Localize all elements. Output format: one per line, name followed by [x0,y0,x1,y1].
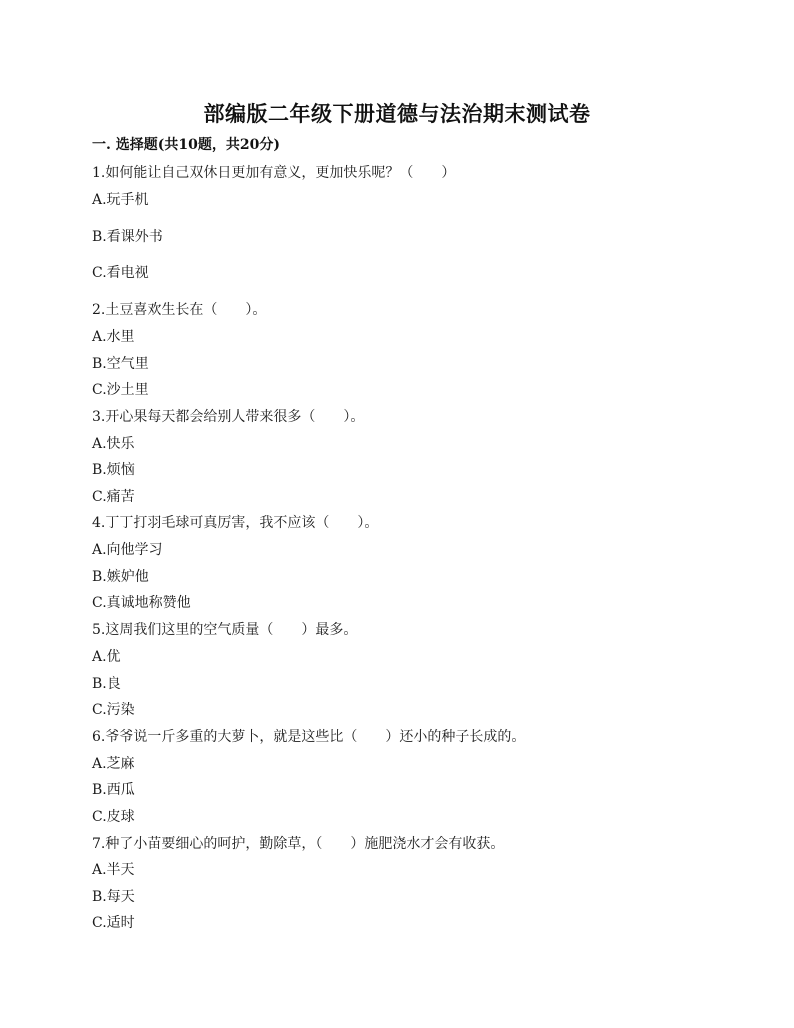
question-3: 3.开心果每天都会给别人带来很多（ ）。 [92,409,365,425]
section-heading: 一. 选择题(共10题，共20分) [92,137,280,153]
option-5c: C.污染 [92,702,135,718]
option-6b: B.西瓜 [92,782,135,798]
option-6a: A.芝麻 [92,756,135,772]
option-1c: C.看电视 [92,265,149,281]
option-4b: B.嫉妒他 [92,569,149,585]
option-4c: C.真诚地称赞他 [92,595,191,611]
question-5: 5.这周我们这里的空气质量（ ）最多。 [92,622,358,638]
question-1: 1.如何能让自己双休日更加有意义，更加快乐呢？（ ） [92,165,456,181]
option-5a: A.优 [92,649,121,665]
question-4: 4.丁丁打羽毛球可真厉害，我不应该（ ）。 [92,515,379,531]
option-2a: A.水里 [92,329,135,345]
option-3b: B.烦恼 [92,462,135,478]
option-5b: B.良 [92,676,121,692]
option-2c: C.沙土里 [92,382,149,398]
option-2b: B.空气里 [92,356,149,372]
option-6c: C.皮球 [92,809,135,825]
exam-title: 部编版二年级下册道德与法治期末测试卷 [203,101,591,126]
question-6: 6.爷爷说一斤多重的大萝卜，就是这些比（ ）还小的种子长成的。 [92,729,526,745]
option-1b: B.看课外书 [92,229,163,245]
option-7b: B.每天 [92,889,135,905]
question-2: 2.土豆喜欢生长在（ ）。 [92,302,267,318]
option-3c: C.痛苦 [92,489,135,505]
question-7: 7.种了小苗要细心的呵护，勤除草，（ ）施肥浇水才会有收获。 [92,836,505,852]
option-3a: A.快乐 [92,436,135,452]
option-7c: C.适时 [92,915,135,931]
option-7a: A.半天 [92,862,135,878]
option-1a: A.玩手机 [92,192,149,208]
option-4a: A.向他学习 [92,542,163,558]
